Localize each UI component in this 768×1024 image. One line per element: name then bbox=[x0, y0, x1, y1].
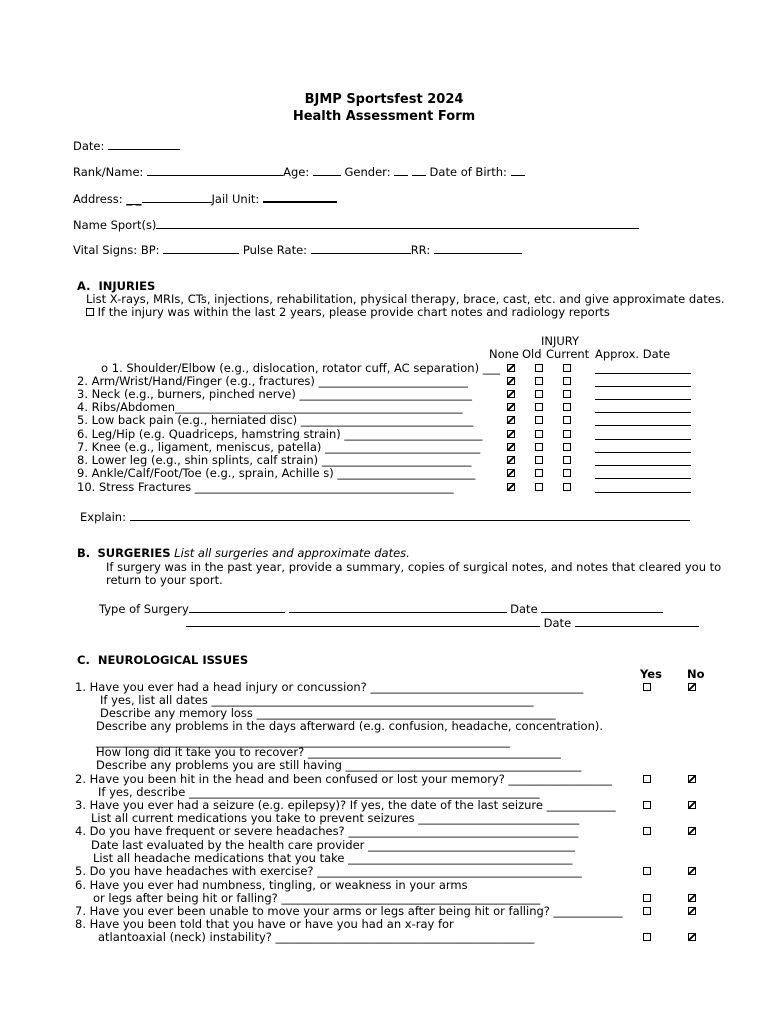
surgery-type-row-2 bbox=[186, 616, 699, 630]
neuro-question-line: Describe any problems you are still having _________________________________________ bbox=[96, 758, 582, 772]
neuro-no-checkbox[interactable] bbox=[688, 801, 696, 809]
gender-field-2[interactable] bbox=[412, 165, 426, 176]
date-label: Date: bbox=[73, 139, 105, 153]
recent-injury-checkbox[interactable] bbox=[86, 308, 94, 316]
section-c-letter: C. bbox=[77, 653, 90, 667]
neuro-yes-checkbox[interactable] bbox=[643, 894, 651, 902]
neuro-yes-checkbox[interactable] bbox=[643, 907, 651, 915]
neuro-yes-checkbox[interactable] bbox=[643, 775, 651, 783]
neuro-question-line: 4. Do you have frequent or severe headaches? ________________________________________ bbox=[75, 824, 579, 838]
page-title: BJMP Sportsfest 2024 bbox=[304, 92, 464, 107]
neuro-question-line: 8. Have you been told that you have or have you had an x-ray for bbox=[75, 917, 454, 931]
age-field[interactable] bbox=[313, 165, 341, 176]
rank-name-label: Rank/Name: bbox=[73, 165, 144, 179]
neuro-question-line: Date last evaluated by the health care provider ____________________________________ bbox=[91, 838, 576, 852]
pulse-label: Pulse Rate: bbox=[242, 243, 308, 257]
injury-date-field[interactable] bbox=[595, 386, 691, 387]
injury-none-checkbox[interactable] bbox=[507, 364, 515, 372]
surgery-type-field-2[interactable] bbox=[289, 602, 507, 613]
injury-old-checkbox[interactable] bbox=[535, 377, 543, 385]
neuro-col-no: No bbox=[687, 667, 705, 681]
injuries-heading bbox=[77, 281, 155, 293]
form-subtitle: Health Assessment Form bbox=[292, 109, 476, 124]
injury-none-checkbox[interactable] bbox=[507, 469, 515, 477]
age-label: Age: bbox=[283, 165, 310, 179]
neuro-no-checkbox[interactable] bbox=[688, 827, 696, 835]
pulse-field[interactable] bbox=[311, 243, 411, 254]
surgery-type-label: Type of Surgery bbox=[99, 602, 189, 616]
surgeries-line-2: return to your sport. bbox=[106, 573, 223, 587]
injury-row-label: 5. Low back pain (e.g., herniated disc) ______________________________ bbox=[77, 413, 474, 427]
jail-unit-label: Jail Unit: bbox=[211, 192, 260, 206]
injury-row-label: 7. Knee (e.g., ligament, meniscus, patella) ___________________________ bbox=[77, 440, 481, 454]
injury-date-field[interactable] bbox=[595, 452, 691, 453]
neuro-question-line: 3. Have you ever had a seizure (e.g. epilepsy)? If yes, the date of the last seizure ____________ bbox=[75, 798, 616, 812]
injury-column-header: INJURY bbox=[541, 334, 580, 348]
date-field[interactable] bbox=[108, 139, 180, 150]
surgery-date-label-1: Date bbox=[510, 602, 538, 616]
neuro-col-yes: Yes bbox=[640, 667, 662, 681]
explain-label: Explain: bbox=[80, 510, 126, 524]
injury-row-label: 10. Stress Fractures _____________________________________________ bbox=[77, 480, 454, 494]
neuro-question-line: 5. Do you have headaches with exercise? ______________________________________________ bbox=[75, 864, 582, 878]
neuro-yes-checkbox[interactable] bbox=[643, 801, 651, 809]
neuro-no-checkbox[interactable] bbox=[688, 894, 696, 902]
injury-old-checkbox[interactable] bbox=[535, 469, 543, 477]
neuro-question-line: 1. Have you ever had a head injury or concussion? _____________________________________ bbox=[75, 680, 584, 694]
neuro-question-line: List all current medications you take to prevent seizures ____________________________ bbox=[91, 811, 580, 825]
injuries-note: If the injury was within the last 2 years, please provide chart notes and radiology reports bbox=[97, 305, 610, 319]
sport-row bbox=[73, 218, 639, 232]
injury-date-field[interactable] bbox=[595, 478, 691, 479]
rank-name-field[interactable] bbox=[147, 165, 283, 176]
neuro-question-line: or legs after being hit or falling? _____________________________________________ bbox=[93, 891, 541, 905]
section-b-title: SURGERIES bbox=[97, 546, 171, 560]
injury-date-field[interactable] bbox=[595, 425, 691, 426]
injury-current-checkbox[interactable] bbox=[563, 430, 571, 438]
injury-date-field[interactable] bbox=[595, 465, 691, 466]
injury-row-label: 6. Leg/Hip (e.g. Quadriceps, hamstring strain) ________________________ bbox=[77, 427, 483, 441]
injury-row-label: 3. Neck (e.g., burners, pinched nerve) ______________________________ bbox=[77, 387, 472, 401]
address-row bbox=[73, 191, 337, 206]
injury-date-field[interactable] bbox=[595, 412, 691, 413]
injuries-note-row bbox=[86, 307, 610, 319]
explain-field[interactable] bbox=[130, 510, 690, 521]
injury-current-checkbox[interactable] bbox=[563, 483, 571, 491]
neuro-yes-checkbox[interactable] bbox=[643, 827, 651, 835]
surgeries-note: List all surgeries and approximate dates. bbox=[174, 546, 410, 560]
injury-date-field[interactable] bbox=[595, 373, 691, 374]
section-c-title: NEUROLOGICAL ISSUES bbox=[97, 653, 249, 667]
section-a-title: INJURIES bbox=[98, 279, 156, 293]
name-sport-label: Name Sport(s) bbox=[73, 218, 157, 232]
bp-field[interactable] bbox=[163, 243, 239, 254]
surgery-date-field-2[interactable] bbox=[575, 616, 699, 627]
injury-old-checkbox[interactable] bbox=[535, 483, 543, 491]
neuro-no-checkbox[interactable] bbox=[688, 683, 696, 691]
injury-current-checkbox[interactable] bbox=[563, 456, 571, 464]
neuro-question-line: List all headache medications that you take _______________________________________ bbox=[93, 851, 573, 865]
rank-row bbox=[73, 165, 525, 179]
address-label: Address: bbox=[73, 192, 123, 206]
gender-label: Gender: bbox=[344, 165, 391, 179]
neuro-yes-checkbox[interactable] bbox=[643, 683, 651, 691]
surgery-type-row bbox=[99, 602, 663, 616]
injury-none-checkbox[interactable] bbox=[507, 390, 515, 398]
injury-current-checkbox[interactable] bbox=[563, 443, 571, 451]
injury-none-checkbox[interactable] bbox=[507, 443, 515, 451]
rr-field[interactable] bbox=[434, 243, 522, 254]
rr-label: RR: bbox=[410, 243, 431, 257]
neuro-question-line: Describe any memory loss ____________________________________________________ bbox=[100, 706, 556, 720]
surgery-date-label-2: Date bbox=[543, 616, 572, 630]
neuro-yes-checkbox[interactable] bbox=[643, 867, 651, 875]
dob-field[interactable] bbox=[511, 165, 525, 176]
neuro-question-line: 2. Have you been hit in the head and been confused or lost your memory? __________________ bbox=[75, 772, 613, 786]
address-field-line[interactable] bbox=[142, 192, 212, 203]
injury-col-current: Current bbox=[546, 347, 590, 361]
jail-unit-field[interactable] bbox=[263, 191, 337, 203]
neuro-no-checkbox[interactable] bbox=[688, 907, 696, 915]
injury-none-checkbox[interactable] bbox=[507, 430, 515, 438]
injury-row-label: 9. Ankle/Calf/Foot/Toe (e.g., sprain, Achille s) ________________________ bbox=[77, 466, 476, 480]
neuro-heading bbox=[77, 655, 248, 667]
neuro-question-line: 6. Have you ever had numbness, tingling, or weakness in your arms bbox=[75, 878, 468, 892]
injury-none-checkbox[interactable] bbox=[507, 416, 515, 424]
injury-current-checkbox[interactable] bbox=[563, 377, 571, 385]
name-sport-field[interactable] bbox=[156, 218, 639, 229]
injury-old-checkbox[interactable] bbox=[535, 443, 543, 451]
injury-old-checkbox[interactable] bbox=[535, 403, 543, 411]
injury-current-checkbox[interactable] bbox=[563, 469, 571, 477]
neuro-yes-checkbox[interactable] bbox=[643, 933, 651, 941]
injury-old-checkbox[interactable] bbox=[535, 456, 543, 464]
neuro-question-line: If yes, list all dates ________________________________________________________ bbox=[100, 693, 534, 707]
neuro-no-checkbox[interactable] bbox=[688, 775, 696, 783]
injury-old-checkbox[interactable] bbox=[535, 416, 543, 424]
neuro-question-line: atlantoaxial (neck) instability? _____________________________________________ bbox=[98, 930, 535, 944]
injury-old-checkbox[interactable] bbox=[535, 390, 543, 398]
injuries-instructions: List X-rays, MRIs, CTs, injections, rehabilitation, physical therapy, brace, cast, etc. and give approximate dates. bbox=[86, 292, 725, 306]
injury-col-none: None bbox=[489, 347, 520, 361]
injury-none-checkbox[interactable] bbox=[507, 456, 515, 464]
explain-row bbox=[80, 510, 690, 524]
address-field[interactable]: _ _ bbox=[126, 192, 142, 206]
injury-date-field[interactable] bbox=[595, 492, 691, 493]
surgeries-line-1: If surgery was in the past year, provide a summary, copies of surgical notes, and notes that cleared you to bbox=[106, 560, 722, 574]
injury-date-field[interactable] bbox=[595, 439, 691, 440]
injury-current-checkbox[interactable] bbox=[563, 416, 571, 424]
section-b-letter: B. bbox=[77, 546, 91, 560]
vital-signs-label: Vital Signs: bbox=[73, 243, 138, 257]
injury-row-label: 8. Lower leg (e.g., shin splints, calf strain) __________________________ bbox=[77, 453, 472, 467]
neuro-no-checkbox[interactable] bbox=[688, 867, 696, 875]
neuro-question-line: Describe any problems in the days afterward (e.g. confusion, headache, concentration). bbox=[96, 719, 604, 733]
injury-row-label: o 1. Shoulder/Elbow (e.g., dislocation, rotator cuff, AC separation) ___ bbox=[101, 361, 500, 375]
injury-row-label: 4. Ribs/Abdomen__________________________________________________ bbox=[77, 400, 463, 414]
injury-col-old: Old bbox=[522, 347, 542, 361]
injury-date-field[interactable] bbox=[595, 399, 691, 400]
injury-none-checkbox[interactable] bbox=[507, 403, 515, 411]
neuro-question-line: How long did it take you to recover? ____________________________________________ bbox=[96, 745, 561, 759]
injury-col-date: Approx. Date bbox=[595, 347, 671, 361]
injury-old-checkbox[interactable] bbox=[535, 364, 543, 372]
injury-current-checkbox[interactable] bbox=[563, 403, 571, 411]
vitals-row bbox=[73, 243, 522, 257]
neuro-no-checkbox[interactable] bbox=[688, 933, 696, 941]
surgery-type-field[interactable] bbox=[189, 602, 285, 613]
section-a-letter: A. bbox=[77, 279, 91, 293]
neuro-question-line: ________________________________________________________________________ bbox=[96, 734, 510, 748]
injury-none-checkbox[interactable] bbox=[507, 377, 515, 385]
injury-current-checkbox[interactable] bbox=[563, 390, 571, 398]
injury-none-checkbox[interactable] bbox=[507, 483, 515, 491]
surgeries-heading bbox=[77, 548, 410, 560]
surgery-type-field-3[interactable] bbox=[186, 616, 540, 627]
injury-old-checkbox[interactable] bbox=[535, 430, 543, 438]
dob-label: Date of Birth: bbox=[429, 165, 507, 179]
neuro-question-line: 7. Have you ever been unable to move your arms or legs after being hit or falling? ____________ bbox=[75, 904, 623, 918]
injury-row-label: 2. Arm/Wrist/Hand/Finger (e.g., fractures) __________________________ bbox=[77, 374, 469, 388]
date-row bbox=[73, 139, 180, 153]
injury-current-checkbox[interactable] bbox=[563, 364, 571, 372]
neuro-question-line: If yes, describe _____________________________________________________________ bbox=[98, 785, 540, 799]
gender-field-1[interactable] bbox=[394, 165, 408, 176]
bp-label: BP: bbox=[140, 243, 160, 257]
surgery-date-field-1[interactable] bbox=[541, 602, 663, 613]
